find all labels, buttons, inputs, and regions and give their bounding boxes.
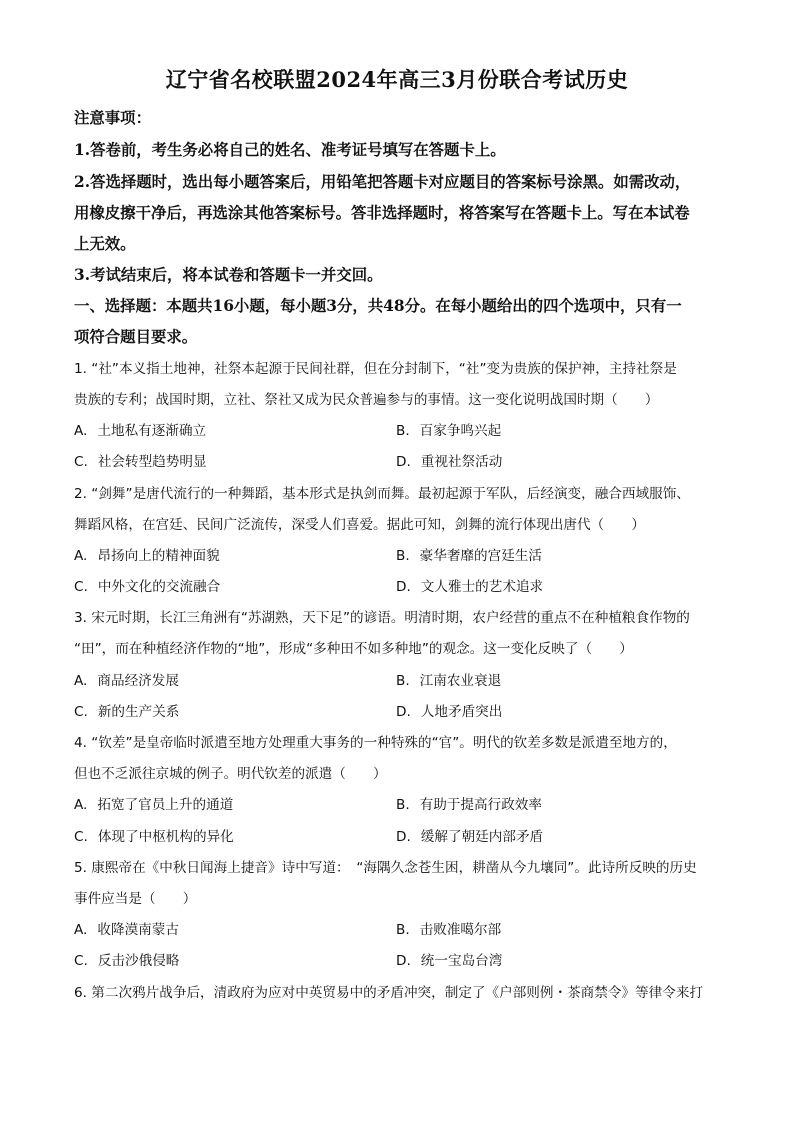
option-letter: A. <box>74 548 88 564</box>
question-5-option-d <box>396 952 502 970</box>
option-letter: B. <box>396 423 410 439</box>
question-2-option-d <box>396 578 543 596</box>
question-1-option-a <box>74 422 206 440</box>
notice-item-2-line-1: 2.答选择题时，选出每小题答案后，用铅笔把答题卡对应题目的答案标号涂黑。如需改动， <box>74 173 691 191</box>
option-text: 土地私有逐渐确立 <box>97 423 207 439</box>
option-letter: D. <box>396 704 411 720</box>
option-letter: D. <box>396 829 411 845</box>
option-text: 豪华奢靡的宫廷生活 <box>419 548 542 564</box>
question-2-option-b <box>396 547 542 565</box>
question-6-text-line-1: 6. 第二次鸦片战争后，清政府为应对中英贸易中的矛盾冲突，制定了《户部则例・茶商禁令》等律令来打 <box>74 985 704 1001</box>
option-text: 昂扬向上的精神面貌 <box>97 548 220 564</box>
option-text: 人地矛盾突出 <box>420 704 503 720</box>
notice-item-1: 1.答卷前，考生务必将自己的姓名、准考证号填写在答题卡上。 <box>74 141 506 159</box>
question-2-option-c <box>74 578 220 596</box>
notice-heading: 注意事项： <box>74 109 151 127</box>
option-text: 收降漠南蒙古 <box>97 922 179 938</box>
option-letter: D. <box>396 953 411 969</box>
question-4-option-a <box>74 796 233 814</box>
notice-item-2-line-3: 上无效。 <box>74 235 136 253</box>
question-5-option-c <box>74 952 179 970</box>
option-letter: A. <box>74 797 88 813</box>
option-letter: C. <box>74 704 88 720</box>
option-text: 缓解了朝廷内部矛盾 <box>420 829 544 845</box>
question-1-text-line-2: 贵族的专利；战国时期，立社、祭社又成为民众普遍参与的事情。这一变化说明战国时期（ ） <box>74 392 659 408</box>
question-1-option-c <box>74 453 207 471</box>
option-letter: A. <box>74 673 88 689</box>
option-letter: B. <box>396 548 410 564</box>
option-text: 商品经济发展 <box>97 673 179 689</box>
option-text: 击败准噶尔部 <box>419 922 502 938</box>
question-4-option-d <box>396 828 543 846</box>
option-text: 新的生产关系 <box>97 704 180 720</box>
option-text: 重视社祭活动 <box>420 454 503 470</box>
question-1-text-line-1: 1. “社”本义指土地神，社祭本起源于民间社群，但在分封制下，“社”变为贵族的保护神，主持社祭是 <box>74 361 677 377</box>
option-text: 体现了中枢机构的异化 <box>97 829 234 845</box>
option-text: 有助于提高行政效率 <box>419 797 542 813</box>
option-letter: A. <box>74 423 88 439</box>
option-text: 文人雅士的艺术追求 <box>420 579 544 595</box>
section-heading-line-1: 一、选择题：本题共16小题，每小题3分，共48分。在每小题给出的四个选项中，只有一 <box>74 297 682 315</box>
option-letter: D. <box>396 579 411 595</box>
question-3-text-line-1: 3. 宋元时期，长江三角洲有“苏湖熟，天下足”的谚语。明清时期，农户经营的重点不在种植粮食作物的 <box>74 610 690 626</box>
option-text: 反击沙俄侵略 <box>97 953 180 969</box>
option-text: 社会转型趋势明显 <box>97 454 207 470</box>
option-letter: C. <box>74 579 88 595</box>
option-letter: C. <box>74 454 88 470</box>
question-3-text-line-2: “田”，而在种植经济作物的“地”，形成“多种田不如多种地”的观念。这一变化反映了（ ） <box>74 641 633 657</box>
question-3-option-a <box>74 672 179 690</box>
question-5-option-a <box>74 921 179 939</box>
question-5-text-line-1: 5. 康熙帝在《中秋日闻海上捷音》诗中写道： “海隅久念苍生困，耕凿从今九壤同”。此诗所反映的历史 <box>74 860 697 876</box>
notice-item-2-line-2: 用橡皮擦干净后，再选涂其他答案标号。答非选择题时，将答案写在答题卡上。写在本试卷 <box>74 204 690 222</box>
question-4-text-line-1: 4. “钦差”是皇帝临时派遣至地方处理重大事务的一种特殊的“官”。明代的钦差多数是派遣至地方的， <box>74 735 677 751</box>
option-text: 中外文化的交流融合 <box>97 579 221 595</box>
option-letter: C. <box>74 829 88 845</box>
question-4-option-c <box>74 828 234 846</box>
question-5-text-line-2: 事件应当是（ ） <box>74 891 197 907</box>
option-letter: C. <box>74 953 88 969</box>
option-letter: A. <box>74 922 88 938</box>
question-3-option-d <box>396 703 502 721</box>
option-text: 拓宽了官员上升的通道 <box>97 797 234 813</box>
option-letter: D. <box>396 454 411 470</box>
section-heading-line-2: 项符合题目要求。 <box>74 328 198 346</box>
question-2-option-a <box>74 547 220 565</box>
option-letter: B. <box>396 797 410 813</box>
question-2-text-line-1: 2. “剑舞”是唐代流行的一种舞蹈，基本形式是执剑而舞。最初起源于军队，后经演变，融合西域服饰、 <box>74 486 690 502</box>
question-1-option-d <box>396 453 502 471</box>
option-text: 江南农业衰退 <box>419 673 502 689</box>
question-4-option-b <box>396 796 542 814</box>
question-3-option-c <box>74 703 179 721</box>
option-letter: B. <box>396 922 410 938</box>
page-title: 辽宁省名校联盟2024年高三3月份联合考试历史 <box>165 67 629 92</box>
question-1-option-b <box>396 422 501 440</box>
option-text: 统一宝岛台湾 <box>420 953 503 969</box>
question-3-option-b <box>396 672 501 690</box>
notice-item-3: 3.考试结束后，将本试卷和答题卡一并交回。 <box>74 266 383 284</box>
option-letter: B. <box>396 673 410 689</box>
question-5-option-b <box>396 921 501 939</box>
question-4-text-line-2: 但也不乏派往京城的例子。明代钦差的派遣（ ） <box>74 766 387 782</box>
question-2-text-line-2: 舞蹈风格，在宫廷、民间广泛流传，深受人们喜爱。据此可知，剑舞的流行体现出唐代（ ） <box>74 517 645 533</box>
option-text: 百家争鸣兴起 <box>419 423 502 439</box>
